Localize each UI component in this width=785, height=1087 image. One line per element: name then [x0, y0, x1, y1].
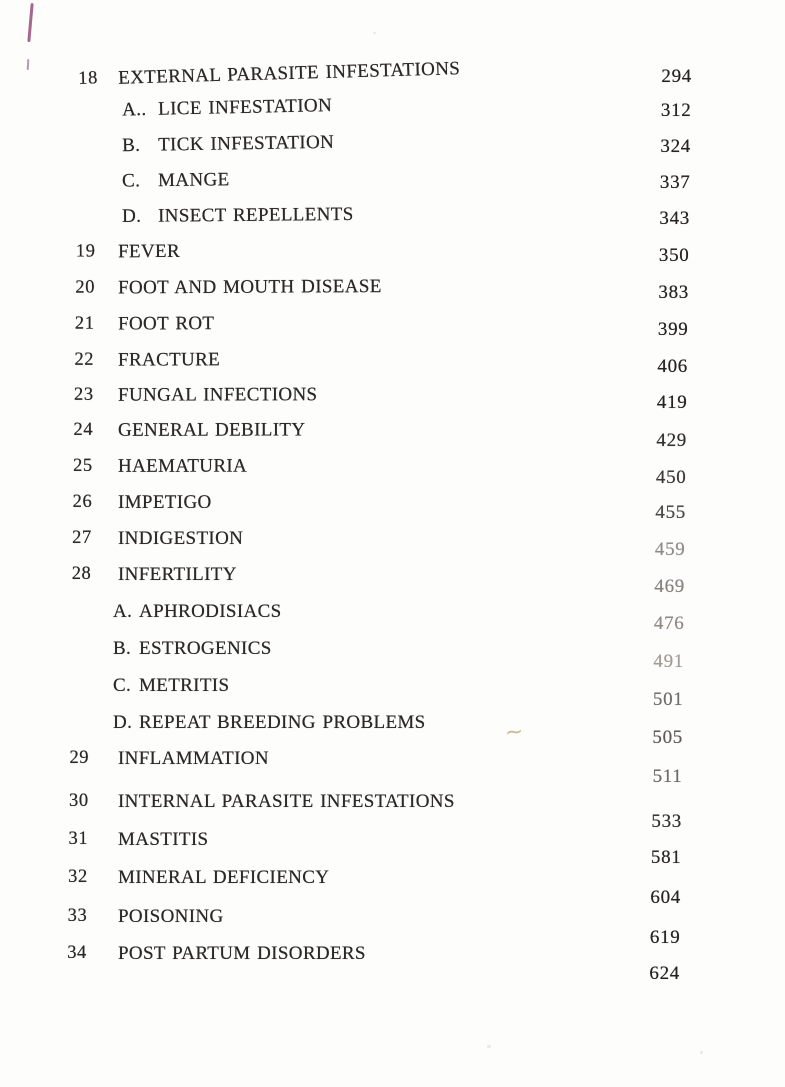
toc-entry: [0, 419, 600, 441]
chapter-number: 31: [68, 829, 89, 849]
pen-mark-small: [27, 59, 30, 70]
chapter-number: 18: [77, 68, 99, 89]
page-number: 406: [657, 356, 688, 377]
entry-title: FUNGAL INFECTIONS: [117, 384, 318, 406]
entry-title: MINERAL DEFICIENCY: [118, 867, 330, 888]
page-number: 455: [655, 502, 686, 523]
entry-title: EXTERNAL PARASITE INFESTATIONS: [117, 58, 461, 89]
entry-title: GENERAL DEBILITY: [117, 419, 306, 441]
chapter-number: 34: [67, 943, 87, 963]
ink-squiggle: ~: [503, 719, 525, 746]
scan-speck: [700, 1051, 703, 1054]
page-number: 501: [652, 689, 684, 710]
entry-title: FOOT AND MOUTH DISEASE: [117, 276, 382, 299]
page-number: 450: [655, 467, 687, 488]
entry-letter: B.: [113, 638, 132, 659]
chapter-number: 25: [73, 455, 93, 476]
entry-title: B. ESTROGENICS: [113, 638, 272, 659]
toc-entry: [0, 275, 600, 299]
page-number: 399: [657, 319, 689, 340]
page-number: 533: [651, 811, 682, 832]
page-number: 337: [659, 172, 691, 193]
toc-entry: [0, 311, 600, 335]
entry-title: POISONING: [118, 906, 224, 927]
chapter-number: 27: [72, 528, 92, 548]
chapter-number: 24: [73, 419, 94, 440]
chapter-number: 30: [69, 791, 89, 811]
entry-title: C. MANGE: [121, 169, 230, 192]
chapter-number: 22: [74, 349, 95, 370]
entry-title: D. INSECT REPELLENTS: [121, 203, 354, 227]
entry-title: POST PARTUM DISORDERS: [118, 943, 366, 964]
scan-speck: [373, 32, 376, 34]
page-number: 343: [659, 208, 690, 229]
entry-title: FOOT ROT: [117, 313, 215, 335]
entry-title: HAEMATURIA: [117, 455, 248, 477]
page-number: 383: [658, 282, 689, 303]
entry-title: B. TICK INFESTATION: [121, 131, 335, 157]
chapter-number: 21: [74, 313, 95, 334]
page-number: 419: [656, 392, 688, 413]
entry-title: FRACTURE: [117, 349, 221, 371]
toc-entry: [0, 89, 600, 121]
page-number: 429: [656, 430, 687, 451]
entry-letter: D.: [113, 712, 133, 733]
toc-entry: [0, 238, 600, 263]
toc-entry: [0, 348, 600, 371]
entry-title: A.. LICE INFESTATION: [121, 95, 333, 121]
entry-letter: B.: [121, 134, 141, 157]
chapter-number: 20: [75, 277, 96, 298]
chapter-number: 32: [68, 867, 88, 887]
chapter-number: 19: [75, 241, 96, 262]
page-number: 581: [650, 847, 682, 868]
page-number: 604: [650, 887, 681, 908]
entry-title: INDIGESTION: [118, 528, 244, 549]
page-number: 312: [660, 100, 692, 121]
entry-title: IMPETIGO: [117, 491, 212, 513]
entry-title: INTERNAL PARASITE INFESTATIONS: [118, 791, 455, 812]
entry-title: D. REPEAT BREEDING PROBLEMS: [113, 712, 426, 733]
page-number: 294: [661, 66, 692, 87]
page-number: 324: [660, 136, 691, 157]
entry-letter: D.: [121, 205, 142, 227]
page-number: 511: [652, 766, 683, 787]
entry-title: MASTITIS: [118, 829, 209, 850]
toc-entry: [0, 128, 600, 157]
page-number: 505: [652, 727, 683, 748]
entry-title: INFERTILITY: [118, 564, 237, 585]
toc-entry: [0, 202, 600, 227]
toc-entry: [0, 165, 600, 192]
scan-speck: [487, 1045, 491, 1048]
page-number: 619: [649, 927, 681, 948]
page-number: 476: [653, 613, 685, 634]
entry-title: C. METRITIS: [113, 675, 230, 696]
entry-title: FEVER: [117, 240, 181, 263]
toc-entry: [0, 455, 600, 477]
page-number: 459: [654, 539, 686, 560]
entry-letter: C.: [121, 170, 141, 192]
page-number: 469: [654, 576, 685, 597]
chapter-number: 33: [67, 906, 88, 926]
chapter-number: 29: [69, 748, 90, 768]
chapter-number: 26: [72, 491, 93, 512]
page-number: 491: [653, 651, 684, 672]
page-number: 350: [658, 245, 690, 266]
entry-title: INFLAMMATION: [118, 748, 269, 769]
entry-title: A. APHRODISIACS: [113, 601, 282, 622]
toc-entry: [0, 383, 600, 406]
entry-letter: A.: [113, 601, 133, 622]
page-number: 624: [649, 963, 680, 984]
entry-letter: A..: [121, 98, 147, 121]
pen-mark: [27, 3, 33, 42]
toc-entry: [0, 54, 600, 89]
entry-letter: C.: [113, 675, 132, 696]
toc-entry: [0, 491, 600, 513]
chapter-number: 28: [71, 564, 92, 584]
chapter-number: 23: [73, 384, 94, 405]
